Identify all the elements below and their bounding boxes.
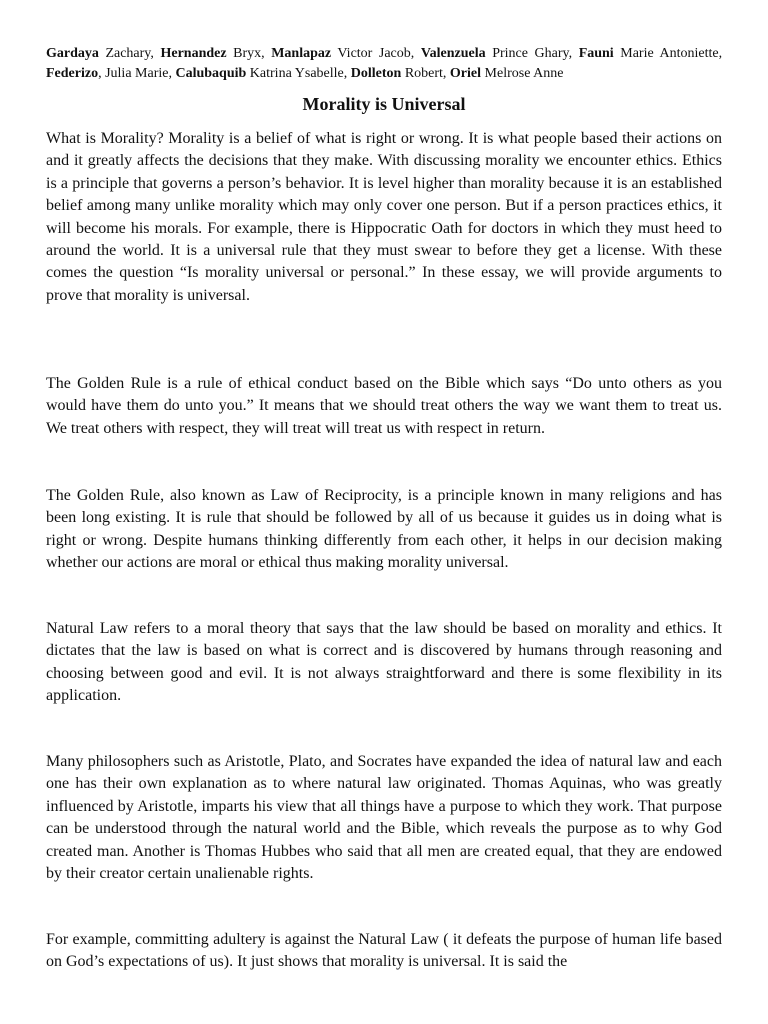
- author-surname: Federizo: [46, 65, 99, 81]
- body-paragraph-intro: What is Morality? Morality is a belief of what is right or wrong. It is what people based their actions on and it greatly affects the decisions that they make. With discussing morality we encounter ethics. Ethics is a principle that governs a person’s behavior. It is level higher than morality because it is an established belief among many unlike morality which may only cover one person. But if a person practices ethics, it will become his morals. For example, there is Hippocratic Oath for doctors in which they must heed to around the world. It is a universal rule that they must swear to before they get a license. With these comes the question “Is morality universal or personal.” In these essay, we will provide arguments to prove that morality is universal.: [46, 130, 722, 304]
- author-entry: Federizo, Julia Marie,: [46, 65, 176, 81]
- author-given-name: Melrose Anne: [484, 65, 564, 81]
- author-given-name: Katrina Ysabelle: [249, 65, 344, 81]
- body-paragraph-natural-law: Natural Law refers to a moral theory that says that the law should be based on morality and ethics. It dictates that the law is based on what is correct and is discovered by humans through reasoning and choosing between good and evil. It is not always straightforward and there is some flexibility in its application.: [46, 620, 722, 705]
- author-given-name: Victor Jacob: [337, 46, 411, 61]
- author-given-name: Bryx: [233, 46, 262, 61]
- author-given-name: Robert: [404, 65, 443, 81]
- document-title: Morality is Universal: [302, 94, 466, 114]
- author-surname: Calubaquib: [175, 65, 247, 81]
- author-entry: Calubaquib Katrina Ysabelle,: [175, 65, 351, 81]
- author-surname: Dolleton: [350, 65, 402, 81]
- author-given-name: Zachary: [105, 46, 151, 61]
- author-surname: Valenzuela: [420, 46, 486, 61]
- author-entry: Fauni Marie Antoniette,: [578, 46, 723, 61]
- author-list: [46, 44, 722, 83]
- author-given-name: Julia Marie: [105, 65, 169, 81]
- author-given-name: Prince Ghary: [492, 46, 569, 61]
- author-entry: [450, 66, 564, 81]
- body-paragraph-philosophers: Many philosophers such as Aristotle, Plato, and Socrates have expanded the idea of natural law and each one has their own explanation as to where natural law originated. Thomas Aquinas, who was greatly influenced by Aristotle, imparts his view that all things have a purpose to which they work. That purpose can be understood through the natural world and the Bible, which reveals the purpose as to why God created man. Another is Thomas Hubbes who said that all men are created equal, that they are endowed by their creator certain unalienable rights.: [46, 753, 722, 883]
- author-entry: Valenzuela Prince Ghary,: [420, 46, 579, 61]
- author-entry: Hernandez Bryx,: [160, 46, 272, 61]
- author-surname: Manlapaz: [271, 46, 332, 61]
- author-surname: Fauni: [578, 46, 614, 61]
- author-entry: Dolleton Robert,: [350, 65, 450, 81]
- body-paragraph-golden-rule: The Golden Rule is a rule of ethical conduct based on the Bible which says “Do unto others as you would have them do unto you.” It means that we should treat others the way we want them to treat us. We treat others with respect, they will treat will treat us with respect in return.: [46, 375, 722, 437]
- author-entry: Manlapaz Victor Jacob,: [271, 46, 421, 61]
- author-entry: Gardaya Zachary,: [46, 46, 161, 61]
- author-given-name: Marie Antoniette: [620, 46, 719, 61]
- body-paragraph-example: For example, committing adultery is against the Natural Law ( it defeats the purpose of human life based on God’s expectations of us). It just shows that morality is universal. It is said the: [46, 931, 722, 971]
- author-surname: Gardaya: [46, 46, 99, 61]
- author-surname: Hernandez: [160, 46, 227, 61]
- body-paragraph-reciprocity: The Golden Rule, also known as Law of Reciprocity, is a principle known in many religions and has been long existing. It is rule that should be followed by all of us because it guides us in doing what is right or wrong. Despite humans thinking differently from each other, it helps in our decision making whether our actions are moral or ethical thus making morality universal.: [46, 487, 722, 572]
- author-surname: Oriel: [449, 65, 482, 81]
